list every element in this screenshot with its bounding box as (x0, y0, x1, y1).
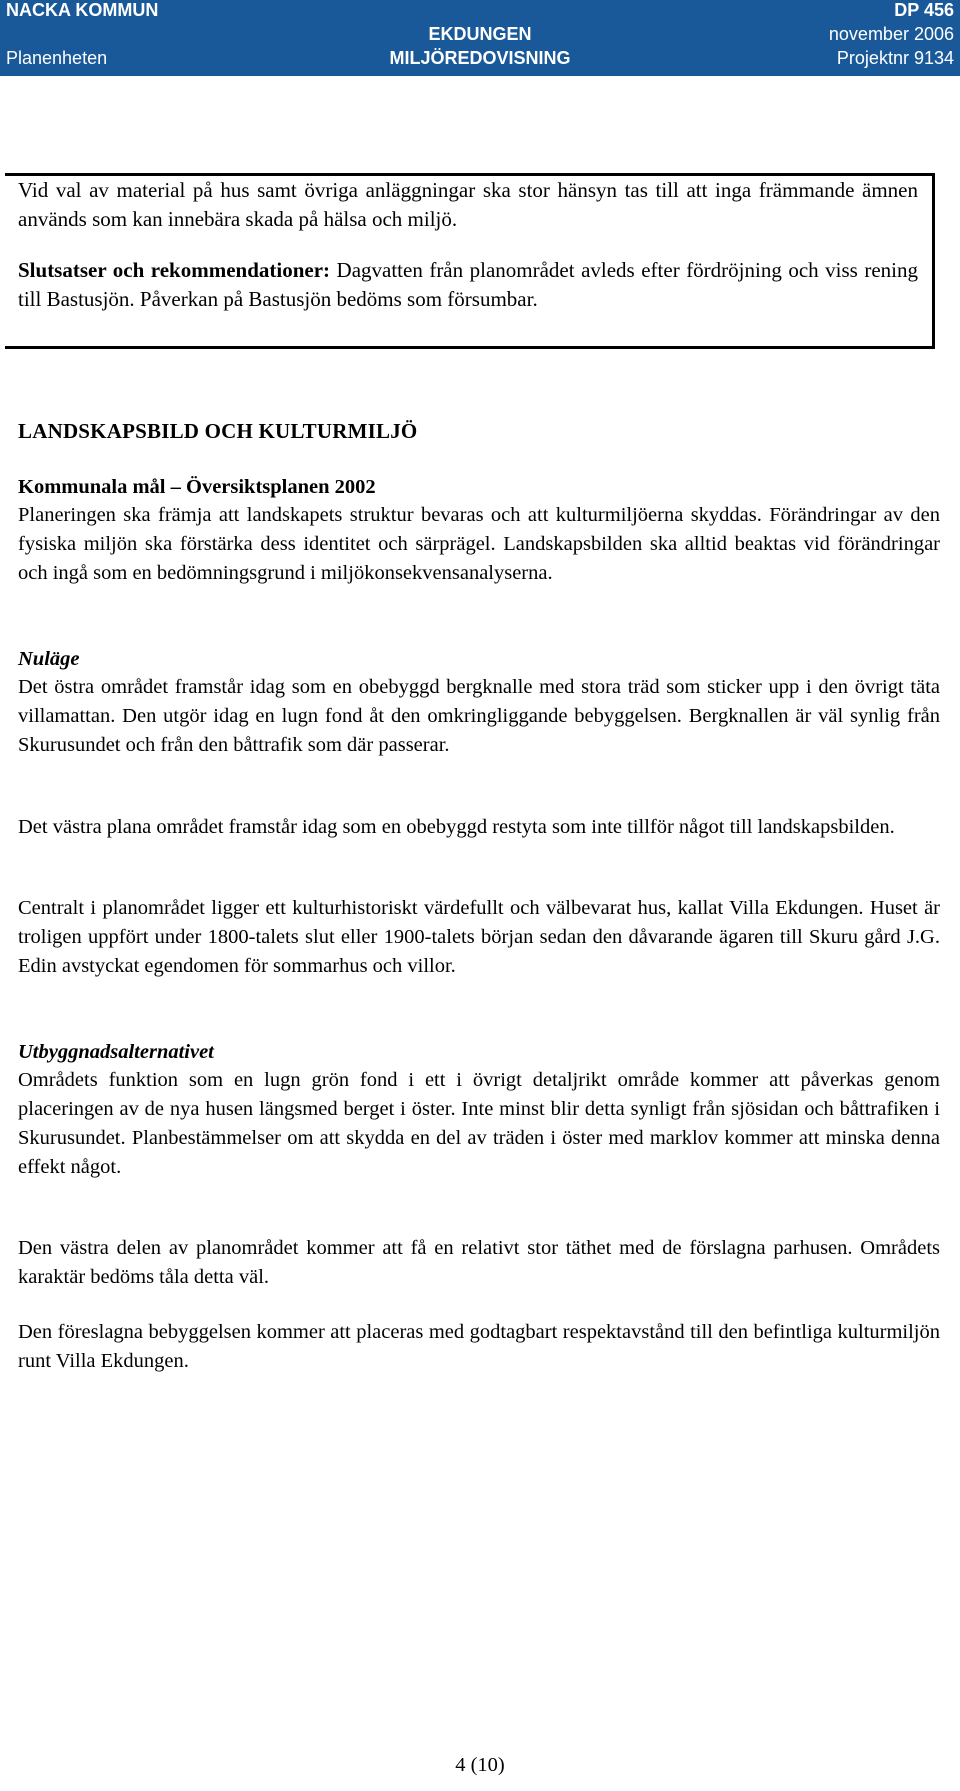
header-doc-id: DP 456 (894, 0, 954, 20)
goals-title: Kommunala mål – Översiktsplanen 2002 (18, 476, 376, 498)
conclusion-paragraph (5, 256, 932, 314)
current-paragraph-3: Centralt i planområdet ligger ett kulturhistoriskt värdefullt och välbevarat hus, kallat Villa Ekdungen. Huset är troligen uppfört under 1800-talets slut eller 1900-talets början sedan den dåvarande ägaren till Skuru gård J.G. Edin avstyckat egendomen för sommarhus och villor. (18, 897, 940, 977)
goals-section (18, 473, 940, 588)
alternative-paragraph-2: Den västra delen av planområdet kommer att få en relativt stor täthet med de förslagna parhusen. Områdets karaktär bedöms tåla detta väl. (18, 1237, 940, 1288)
current-paragraph-1: Det östra området framstår idag som en obebyggd bergknalle med stora träd som sticker upp i den övrigt täta villamattan. Den utgör idag en lugn fond åt den omkringliggande bebyggelsen. Bergknallen är väl synlig från Skurusundet och från den båttrafik som där passerar. (18, 676, 940, 756)
goals-paragraph: Planeringen ska främja att landskapets struktur bevaras och att kulturmiljöerna skyddas. Förändringar av den fysiska miljön ska förstärka dess identitet och särprägel. Landskapsbilden ska alltid beaktas vid förändringar och ingå som en bedömningsgrund i miljökonsekvensanalyserna. (18, 504, 940, 584)
current-section-2 (18, 813, 940, 842)
intro-paragraph: Vid val av material på hus samt övriga anläggningar ska stor hänsyn tas till att inga främmande ämnen används som kan innebära skada på hälsa och miljö. (18, 178, 918, 231)
current-section-3 (18, 894, 940, 981)
alternative-title: Utbyggnadsalternativet (18, 1041, 214, 1063)
alternative-section-2 (18, 1234, 940, 1292)
header-project: EKDUNGEN (428, 24, 532, 44)
alternative-section (18, 1038, 940, 1182)
current-title: Nuläge (18, 648, 80, 670)
header-project-number: Projektnr 9134 (836, 48, 954, 68)
header-department: Planenheten (6, 48, 108, 68)
conclusion-text: Dagvatten från planområdet avleds efter fördröjning och viss rening till Bastusjön. Påverkan på Bastusjön bedöms som försumbar. (18, 258, 918, 311)
intro-box (5, 173, 935, 349)
alternative-paragraph-3: Den föreslagna bebyggelsen kommer att placeras med godtagbart respektavstånd till den befintliga kulturmiljön runt Villa Ekdungen. (18, 1321, 940, 1372)
header-subtitle: MILJÖREDOVISNING (389, 48, 571, 68)
section-heading: LANDSKAPSBILD OCH KULTURMILJÖ (18, 419, 418, 443)
conclusion-label: Slutsatser och rekommendationer: (18, 258, 331, 282)
page-number: 4 (10) (455, 1754, 505, 1776)
alternative-section-3 (18, 1318, 940, 1376)
page-header (0, 0, 960, 76)
header-org: NACKA KOMMUN (6, 0, 159, 20)
current-section (18, 645, 940, 760)
current-paragraph-2: Det västra plana området framstår idag som en obebyggd restyta som inte tillför något till landskapsbilden. (18, 816, 895, 838)
alternative-paragraph-1: Områdets funktion som en lugn grön fond i ett i övrigt detaljrikt område kommer att påverkas genom placeringen av de nya husen längsmed berget i öster. Inte minst blir detta synligt från sjösidan och båttrafiken i Skurusundet. Planbestämmelser om att skydda en del av träden i öster med marklov kommer att minska denna effekt något. (18, 1069, 940, 1178)
header-date: november 2006 (828, 24, 954, 44)
